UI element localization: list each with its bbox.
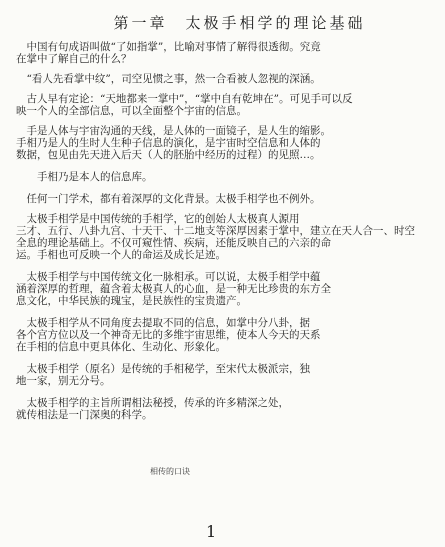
- text-line: 太极手相学是中国传统的手相学，它的创始人太极真人源用: [16, 213, 300, 225]
- text-line: 任何一门学术，都有着深厚的文化背景。太极手相学也不例外。: [16, 193, 321, 205]
- text-line: 全息的理论基础上。不仅可窥性情、疾病，还能反映自己的六亲的命: [16, 237, 331, 249]
- text-line: 息文化，中华民族的瑰宝，是民族性的宝贵遗产。: [16, 295, 247, 307]
- text-line: “看人先看掌中纹”，司空见惯之事，然一合看被人忽视的深涵。: [16, 73, 321, 85]
- text-line: 涵着深厚的哲理，蕴含着太极真人的心血，是一种无比珍贵的东方全: [16, 283, 331, 295]
- text-line: 三才、五行、八卦九宫、十天干、十二地支等深厚因素于掌中，建立在天人合一、时空: [16, 225, 415, 237]
- text-line: 古人早有定论：“天地都来一掌中”，“掌中自有乾坤在”。可见手可以反: [16, 93, 353, 105]
- marginal-insert-note: 相传的口诀: [150, 467, 190, 476]
- text-line: 太极手相学的主旨所谓相法秘授，传承的许多精深之处，: [16, 397, 289, 409]
- text-line: 手相乃是本人的信息库。: [16, 171, 153, 183]
- text-line: 运。手相也可反映一个人的命运及成长足迹。: [16, 249, 226, 261]
- text-line: 各个宫方位以及一个神奇无比的多维宇宙思维，使本人今天的天系: [16, 329, 321, 341]
- text-line: 太极手相学从不同角度去提取不同的信息，如掌中分八卦，据: [16, 317, 310, 329]
- text-line: 映一个人的全部信息，可以全面整个宇宙的信息。: [16, 105, 247, 117]
- page-number: 1: [206, 522, 217, 541]
- text-line: 手相乃是人的生时人生种子信息的演化，是宇宙时空信息和人体的: [16, 137, 321, 149]
- text-line: 地一家，别无分号。: [16, 375, 111, 387]
- text-line: 在手相的信息中更具体化、生动化、形象化。: [16, 341, 226, 353]
- text-line: 中国有句成语叫做“了如指掌”，比喻对事情了解得很透彻。究竟: [16, 41, 321, 53]
- text-line: 在掌中了解自己的什么？: [16, 53, 132, 65]
- text-line: 太极手相学（原名）是传统的手相秘学，至宋代太极派宗，独: [16, 363, 310, 375]
- text-line: 太极手相学与中国传统文化一脉相承。可以说，太极手相学中蕴: [16, 271, 321, 283]
- text-line: 数据，包见由先天进入后天（人的胚胎中经历的过程）的见照…。: [16, 149, 321, 161]
- chapter-title: 第一章 太极手相学的理论基础: [113, 14, 366, 32]
- text-line: 就传相法是一门深奥的科学。: [16, 409, 153, 421]
- text-line: 手是人体与宇宙沟通的天线，是人体的一面镜子，是人生的缩影。: [16, 125, 331, 137]
